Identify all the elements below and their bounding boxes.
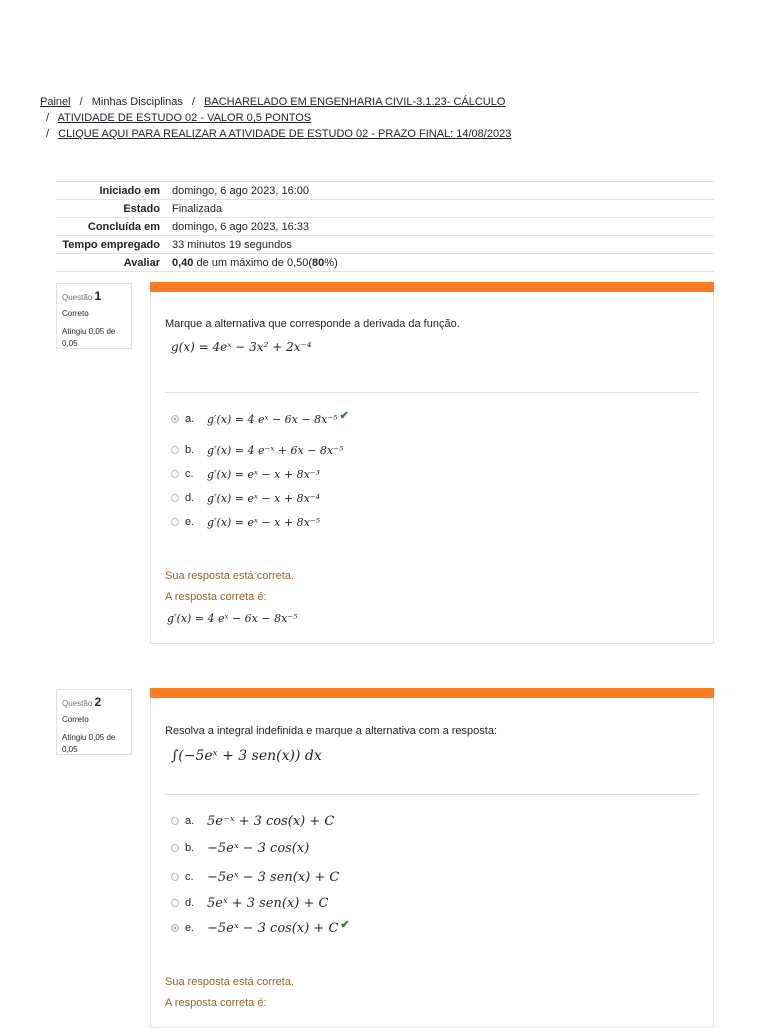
check-icon: ✔ (340, 918, 350, 931)
grade-percent: 80 (312, 256, 325, 269)
summary-row (56, 218, 714, 236)
breadcrumb-course-link[interactable]: BACHARELADO EM ENGENHARIA CIVIL-3.1.23- CÁLCULO (204, 96, 506, 108)
breadcrumb-separator: / (79, 96, 83, 108)
option-c[interactable] (171, 867, 339, 887)
radio-button[interactable] (171, 518, 179, 526)
summary-label: Tempo empregado (62, 238, 160, 251)
question-number: Questão 2 (62, 695, 102, 709)
option-letter: d. (185, 492, 195, 504)
option-letter: a. (185, 815, 195, 827)
divider (165, 794, 699, 795)
radio-button[interactable] (171, 415, 179, 423)
summary-label: Avaliar (123, 256, 160, 269)
question-accent-bar (150, 688, 714, 698)
option-math: −5eˣ − 3 cos(x) + C (207, 920, 339, 936)
correct-answer: g′(x) = 4 eˣ − 6x − 8x⁻⁵ (167, 612, 298, 625)
option-b[interactable] (171, 838, 309, 858)
summary-grade-value (166, 254, 714, 272)
radio-button[interactable] (171, 924, 179, 932)
option-letter: b. (185, 444, 195, 456)
option-letter: d. (185, 897, 195, 909)
question-accent-bar (150, 282, 714, 292)
attempt-summary-table (56, 181, 714, 272)
option-e[interactable] (171, 918, 350, 938)
question-state: Correto (62, 715, 89, 724)
option-math: g′(x) = eˣ − x + 8x⁻⁴ (207, 491, 320, 505)
breadcrumb-separator: / (191, 96, 195, 108)
option-letter: c. (185, 871, 194, 883)
grade-end: %) (324, 256, 338, 269)
summary-row (56, 200, 714, 218)
summary-row-grade (56, 254, 714, 272)
breadcrumb-painel-link[interactable]: Painel (40, 96, 71, 108)
summary-value: 33 minutos 19 segundos (172, 238, 292, 251)
radio-button[interactable] (171, 899, 179, 907)
summary-label: Iniciado em (99, 184, 160, 197)
summary-label: Estado (123, 202, 160, 215)
radio-button[interactable] (171, 494, 179, 502)
option-math: 5e⁻ˣ + 3 cos(x) + C (207, 813, 335, 829)
breadcrumb-minhas-disciplinas: Minhas Disciplinas (91, 96, 183, 108)
feedback-answer-label: A resposta correta é: (165, 997, 267, 1009)
summary-value: Finalizada (172, 202, 223, 215)
divider (165, 392, 699, 393)
breadcrumb-activity-link[interactable]: ATIVIDADE DE ESTUDO 02 - VALOR 0,5 PONTOS (57, 112, 312, 124)
grade-score: 0,40 (172, 256, 194, 269)
summary-row (56, 182, 714, 200)
option-math: g′(x) = eˣ − x + 8x⁻³ (207, 467, 320, 481)
summary-label: Concluída em (87, 220, 160, 233)
question-2-card (150, 688, 714, 1028)
feedback-correct: Sua resposta está correta. (165, 570, 295, 582)
option-b[interactable] (171, 440, 343, 460)
question-text: Marque a alternativa que corresponde a derivada da função. (165, 318, 460, 330)
summary-value: domingo, 6 ago 2023, 16:33 (172, 220, 310, 233)
option-letter: b. (185, 842, 195, 854)
option-a[interactable] (171, 811, 334, 831)
radio-button[interactable] (171, 470, 179, 478)
feedback-answer-label: A resposta correta é: (165, 591, 267, 603)
option-c[interactable] (171, 464, 320, 484)
radio-button[interactable] (171, 844, 179, 852)
question-grade: Atingiu 0,05 de 0,05 (62, 327, 116, 348)
option-a[interactable] (171, 409, 349, 429)
option-e[interactable] (171, 512, 320, 532)
option-letter: c. (185, 468, 194, 480)
option-math: 5eˣ + 3 sen(x) + C (207, 895, 329, 911)
question-1-card (150, 282, 714, 644)
question-formula: ∫(−5eˣ + 3 sen(x)) dx (171, 748, 322, 764)
option-math: g′(x) = 4 e⁻ˣ + 6x − 8x⁻⁵ (207, 443, 344, 457)
option-math: g′(x) = 4 eˣ − 6x − 8x⁻⁵ (207, 412, 338, 426)
feedback-correct: Sua resposta está correta. (165, 976, 295, 988)
option-letter: a. (185, 413, 195, 425)
question-state: Correto (62, 309, 89, 318)
option-d[interactable] (171, 893, 328, 913)
question-number: Questão 1 (62, 289, 102, 303)
option-letter: e. (185, 922, 195, 934)
option-letter: e. (185, 516, 195, 528)
option-math: −5eˣ − 3 cos(x) (207, 840, 310, 856)
breadcrumb-quiz-link[interactable]: CLIQUE AQUI PARA REALIZAR A ATIVIDADE DE ESTUDO 02 - PRAZO FINAL: 14/08/2023 (58, 128, 512, 140)
grade-max: de um máximo de 0,50( (193, 256, 313, 269)
breadcrumb-separator: / (46, 128, 50, 140)
question-2-info (56, 689, 132, 755)
summary-row (56, 236, 714, 254)
breadcrumb (40, 94, 511, 142)
option-math: −5eˣ − 3 sen(x) + C (207, 869, 340, 885)
question-text: Resolva a integral indefinida e marque a alternativa com a resposta: (165, 725, 498, 737)
radio-button[interactable] (171, 817, 179, 825)
option-math: g′(x) = eˣ − x + 8x⁻⁵ (207, 515, 320, 529)
option-d[interactable] (171, 488, 320, 508)
check-icon: ✔ (339, 409, 349, 422)
question-1-info (56, 283, 132, 349)
question-grade: Atingiu 0,05 de 0,05 (62, 733, 116, 754)
question-formula: g(x) = 4eˣ − 3x² + 2x⁻⁴ (171, 340, 312, 354)
radio-button[interactable] (171, 873, 179, 881)
radio-button[interactable] (171, 446, 179, 454)
summary-value: domingo, 6 ago 2023, 16:00 (172, 184, 310, 197)
breadcrumb-separator: / (46, 112, 50, 124)
